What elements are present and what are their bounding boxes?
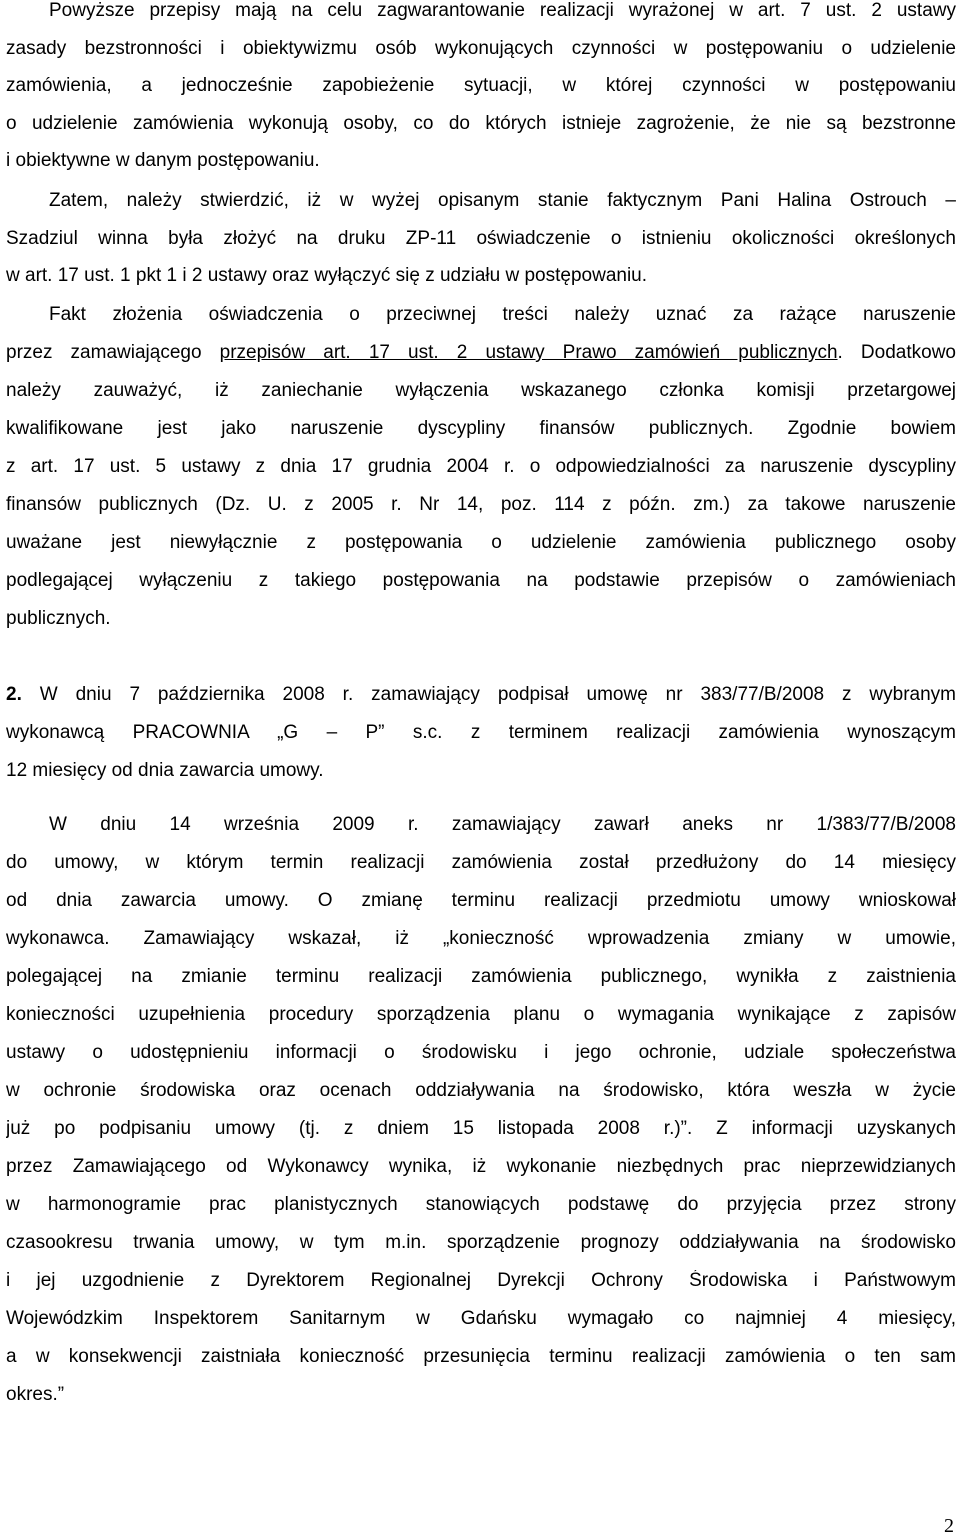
text-line: wykonawca. Zamawiający wskazał, iż „konieczność wprowadzenia zmiany w umowie, [6,928,956,949]
text-segment: W dniu 7 października 2008 r. zamawiający podpisał umowę nr 383/77/B/2008 z wybranym [21,684,956,705]
paragraph-point-2 [6,684,956,782]
text-line: finansów publicznych (Dz. U. z 2005 r. Nr 14, poz. 114 z późn. zm.) za takowe naruszenie [6,494,956,515]
text-line: publicznych. [6,608,111,629]
text-line: do umowy, w którym termin realizacji zamówienia został przedłużony do 14 miesięcy [6,852,956,873]
text-line: Wojewódzkim Inspektorem Sanitarnym w Gdańsku wymagało co najmniej 4 miesięcy, [6,1308,956,1329]
text-line: Fakt złożenia oświadczenia o przeciwnej treści należy uznać za rażące naruszenie [49,304,956,325]
text-segment: . Dodatkowo [837,342,956,363]
text-line: Zatem, należy stwierdzić, iż w wyżej opisanym stanie faktycznym Pani Halina Ostrouch – [49,190,956,211]
text-line: czasookresu trwania umowy, w tym m.in. sporządzenie prognozy oddziaływania na środowisko [6,1232,956,1253]
text-line: zasady bezstronności i obiektywizmu osób wykonujących czynności w postępowaniu o udzielenie [6,38,956,59]
text-line: okres.” [6,1384,65,1405]
text-line: już po podpisaniu umowy (tj. z dniem 15 listopada 2008 r.)”. Z informacji uzyskanych [6,1118,956,1139]
text-line: zamówienia, a jednocześnie zapobieżenie sytuacji, w której czynności w postępowaniu [6,75,956,96]
text-line: a w konsekwencji zaistniała konieczność przesunięcia terminu realizacji zamówienia o ten sam [6,1346,956,1367]
page-number: 2 [944,1515,954,1537]
text-line: od dnia zawarcia umowy. O zmianę terminu realizacji przedmiotu umowy wnioskował [6,890,956,911]
text-line: uważane jest niewyłącznie z postępowania o udzielenie zamówienia publicznego osoby [6,532,956,553]
text-line: polegającej na zmianie terminu realizacji zamówienia publicznego, wynikła z zaistnienia [6,966,956,987]
point-number: 2. [6,684,22,705]
text-line: 12 miesięcy od dnia zawarcia umowy. [6,760,324,781]
text-line: Powyższe przepisy mają na celu zagwarantowanie realizacji wyrażonej w art. 7 ust. 2 ustawy [49,0,956,21]
text-line: w art. 17 ust. 1 pkt 1 i 2 ustawy oraz wyłączyć się z udziału w postępowaniu. [6,265,648,286]
text-line: Szadziul winna była złożyć na druku ZP-11 oświadczenie o istnieniu okoliczności określonych [6,228,956,249]
text-line: z art. 17 ust. 5 ustawy z dnia 17 grudnia 2004 r. o odpowiedzialności za naruszenie dyscypliny [6,456,956,477]
text-line: przez Zamawiającego od Wykonawcy wynika, iż wykonanie niezbędnych prac nieprzewidzianych [6,1156,956,1177]
text-line: i obiektywne w danym postępowaniu. [6,150,320,171]
text-line-with-reference [6,342,956,364]
text-line [6,684,956,706]
paragraph-5 [6,814,956,1406]
text-line: o udzielenie zamówienia wykonują osoby, co do których istnieje zagrożenie, że nie są bezstronne [6,113,956,134]
text-line: i jej uzgodnienie z Dyrektorem Regionalnej Dyrekcji Ochrony Środowiska i Państwowym [6,1270,956,1291]
text-line: podlegającej wyłączeniu z takiego postępowania na podstawie przepisów o zamówieniach [6,570,956,591]
text-line: w ochronie środowiska oraz ocenach oddziaływania na środowisko, która weszła w życie [6,1080,956,1101]
paragraph-1 [6,0,956,172]
text-line: w harmonogramie prac planistycznych stanowiących podstawę do przyjęcia przez strony [6,1194,956,1215]
law-reference-link[interactable]: przepisów art. 17 ust. 2 ustawy Prawo zamówień publicznych [219,342,838,363]
text-line: ustawy o udostępnieniu informacji o środowisku i jego ochronie, udziale społeczeństwa [6,1042,956,1063]
paragraph-2 [6,190,956,287]
text-line: W dniu 14 września 2009 r. zamawiający zawarł aneks nr 1/383/77/B/2008 [49,814,956,835]
text-segment: przez zamawiającego [6,342,220,363]
text-line: należy zauważyć, iż zaniechanie wyłączenia wskazanego członka komisji przetargowej [6,380,956,401]
text-line: konieczności uzupełnienia procedury sporządzenia planu o wymagania wynikające z zapisów [6,1004,956,1025]
paragraph-3 [6,304,956,630]
text-line: wykonawcą PRACOWNIA „G – P” s.c. z terminem realizacji zamówienia wynoszącym [6,722,956,743]
text-line: kwalifikowane jest jako naruszenie dyscypliny finansów publicznych. Zgodnie bowiem [6,418,956,439]
